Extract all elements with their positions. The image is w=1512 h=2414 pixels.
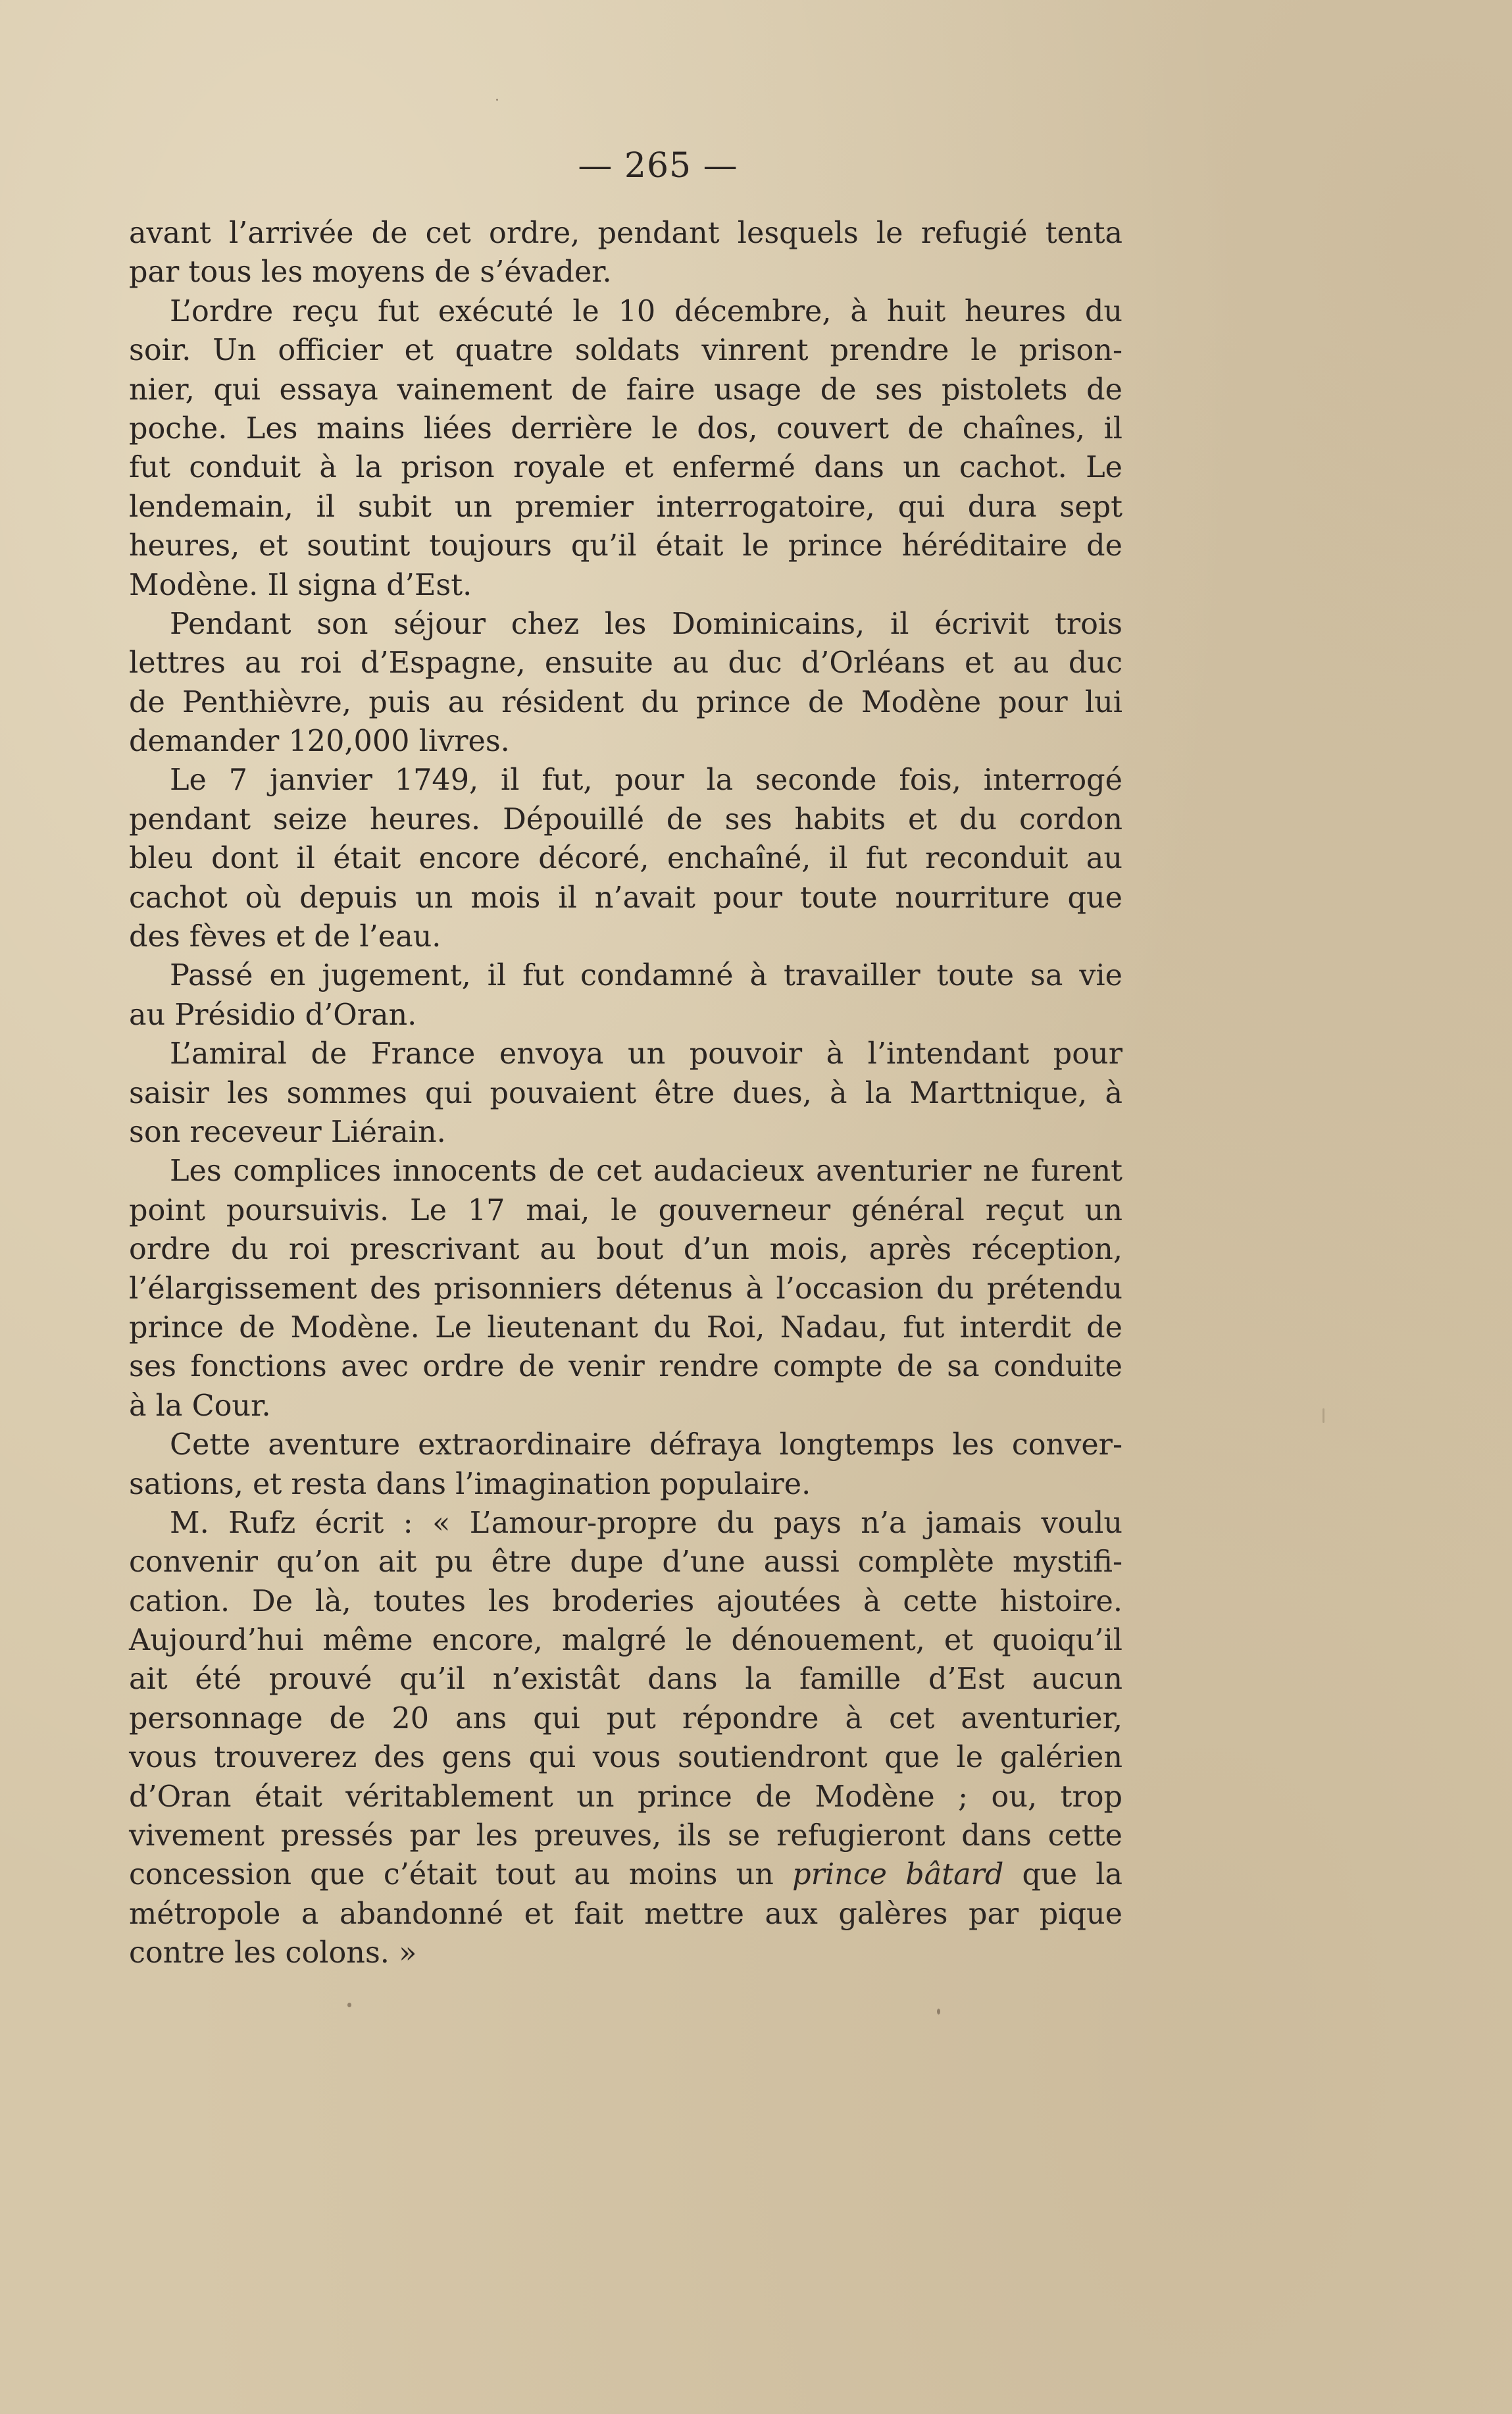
- paper-speck: [937, 2009, 940, 2015]
- text-line-content: ses fonctions avec ordre de venir rendre compte de sa conduite: [129, 1350, 1122, 1384]
- text-line: [129, 371, 1122, 409]
- text-line-content: Aujourd’hui même encore, malgré le dénouement, et quoiqu’il: [129, 1624, 1122, 1658]
- text-line: [129, 1855, 1122, 1894]
- text-line: [129, 1191, 1122, 1230]
- text-line-content: prince de Modène. Le lieutenant du Roi, Nadau, fut interdit de: [129, 1310, 1122, 1345]
- text-line: [129, 253, 1122, 292]
- text-line-content: point poursuivis. Le 17 mai, le gouverneur général reçut un: [129, 1193, 1122, 1227]
- text-line-content: L’amiral de France envoya un pouvoir à l’intendant pour: [170, 1037, 1122, 1071]
- text-line: [129, 1465, 1122, 1504]
- text-line: [129, 605, 1122, 644]
- text-line-content: vous trouverez des gens qui vous soutiendront que le galérien: [129, 1741, 1122, 1775]
- text-line-content: M. Rufz écrit : « L’amour-propre du pays n’a jamais voulu: [170, 1506, 1122, 1540]
- text-line-content: par tous les moyens de s’évader.: [129, 255, 612, 290]
- text-line-content: pendant seize heures. Dépouillé de ses habits et du cordon: [129, 802, 1122, 836]
- text-line-content: Les complices innocents de cet audacieux aventurier ne furent: [170, 1154, 1122, 1189]
- text-line: [129, 722, 1122, 761]
- text-line-content: Passé en jugement, il fut condamné à travailler toute sa vie: [170, 959, 1122, 993]
- text-line-content: lettres au roi d’Espagne, ensuite au duc d’Orléans et au duc: [129, 646, 1122, 681]
- text-line: [129, 1425, 1122, 1464]
- text-line-content: sations, et resta dans l’imagination populaire.: [129, 1467, 811, 1501]
- text-line: [129, 409, 1122, 448]
- text-line: [129, 917, 1122, 956]
- paper-speck: [347, 2003, 351, 2007]
- text-line-content: Cette aventure extraordinaire défraya longtemps les conver-: [170, 1428, 1122, 1462]
- text-line-content: ait été prouvé qu’il n’existât dans la famille d’Est aucun: [129, 1662, 1122, 1697]
- text-line: [129, 1660, 1122, 1699]
- text-line: [129, 879, 1122, 917]
- text-line-content: Modène. Il signa d’Est.: [129, 568, 472, 602]
- text-line: [129, 1778, 1122, 1816]
- text-line: [129, 1230, 1122, 1269]
- text-line: [129, 683, 1122, 722]
- text-line-content: fut conduit à la prison royale et enfermé dans un cachot. Le: [129, 451, 1122, 485]
- text-line-content: vivement pressés par les preuves, ils se refugieront dans cette: [129, 1819, 1122, 1853]
- text-line-content: des fèves et de l’eau.: [129, 920, 441, 954]
- paper-speck: [1323, 1408, 1324, 1423]
- text-line-content: au Présidio d’Oran.: [129, 998, 417, 1032]
- text-line: [129, 1934, 1122, 1972]
- text-line: [129, 1895, 1122, 1934]
- text-line: [129, 839, 1122, 878]
- text-line-tail: que la: [1003, 1858, 1122, 1892]
- text-line-content: demander 120,000 livres.: [129, 725, 510, 759]
- text-line: [129, 292, 1122, 331]
- text-line-content: personnage de 20 ans qui put répondre à cet aventurier,: [129, 1701, 1122, 1735]
- text-line-content: nier, qui essaya vainement de faire usage de ses pistolets de: [129, 372, 1122, 407]
- text-line: [129, 1035, 1122, 1073]
- text-line: [129, 1504, 1122, 1543]
- body-text: [129, 214, 1122, 1973]
- text-line: [129, 1308, 1122, 1347]
- text-line: [129, 1699, 1122, 1738]
- text-line: [129, 761, 1122, 800]
- text-line-content: L’ordre reçu fut exécuté le 10 décembre, à huit heures du: [170, 294, 1122, 328]
- text-line: [129, 1816, 1122, 1855]
- text-line: [129, 488, 1122, 526]
- text-line: [129, 956, 1122, 995]
- text-line-content: cation. De là, toutes les broderies ajoutées à cette histoire.: [129, 1584, 1122, 1618]
- text-line-content: poche. Les mains liées derrière le dos, couvert de chaînes, il: [129, 411, 1122, 446]
- text-line: [129, 448, 1122, 487]
- text-line: [129, 1621, 1122, 1660]
- text-line-content: heures, et soutint toujours qu’il était le prince héréditaire de: [129, 529, 1122, 563]
- text-line-content: lendemain, il subit un premier interrogatoire, qui dura sept: [129, 490, 1122, 524]
- text-line: [129, 1270, 1122, 1308]
- text-line: [129, 996, 1122, 1035]
- text-line-content: Pendant son séjour chez les Dominicains, il écrivit trois: [170, 607, 1122, 641]
- text-line-content: soir. Un officier et quatre soldats vinrent prendre le prison-: [129, 334, 1122, 368]
- text-line: [129, 1387, 1122, 1425]
- text-line: [129, 1582, 1122, 1621]
- text-line: [129, 1113, 1122, 1152]
- text-line-content: avant l’arrivée de cet ordre, pendant lesquels le refugié tenta: [129, 217, 1122, 250]
- text-line: [129, 1738, 1122, 1777]
- text-line-content: métropole a abandonné et fait mettre aux galères par pique: [129, 1897, 1122, 1931]
- text-line: [129, 1152, 1122, 1191]
- text-line: [129, 1543, 1122, 1581]
- text-line: [129, 526, 1122, 565]
- text-line-content: d’Oran était véritablement un prince de Modène ; ou, trop: [129, 1780, 1122, 1814]
- text-line: [129, 566, 1122, 605]
- text-line-content: de Penthièvre, puis au résident du prince de Modène pour lui: [129, 685, 1122, 719]
- text-line-content: son receveur Liérain.: [129, 1115, 446, 1149]
- page-number: — 265 —: [578, 146, 738, 186]
- italic-phrase: prince bâtard: [792, 1858, 1004, 1892]
- text-line-content: cachot où depuis un mois il n’avait pour toute nourriture que: [129, 881, 1122, 915]
- text-line: [129, 644, 1122, 682]
- text-line-content: concession que c’était tout au moins un: [129, 1858, 793, 1892]
- text-line: [129, 1074, 1122, 1113]
- text-line-content: bleu dont il était encore décoré, enchaîné, il fut reconduit au: [129, 842, 1122, 876]
- text-line-content: Le 7 janvier 1749, il fut, pour la seconde fois, interrogé: [170, 763, 1122, 798]
- text-line-content: saisir les sommes qui pouvaient être dues, à la Marttnique, à: [129, 1076, 1122, 1110]
- text-line: [129, 331, 1122, 370]
- text-line: [129, 1347, 1122, 1386]
- text-line-content: l’élargissement des prisonniers détenus à l’occasion du prétendu: [129, 1271, 1122, 1306]
- text-line: [129, 214, 1122, 253]
- text-line-content: convenir qu’on ait pu être dupe d’une aussi complète mystifi-: [129, 1545, 1122, 1579]
- text-line: [129, 800, 1122, 839]
- paper-speck: [496, 99, 498, 101]
- text-line-content: à la Cour.: [129, 1389, 271, 1423]
- text-line-content: ordre du roi prescrivant au bout d’un mois, après réception,: [129, 1233, 1122, 1267]
- text-line-content: contre les colons. »: [129, 1936, 417, 1970]
